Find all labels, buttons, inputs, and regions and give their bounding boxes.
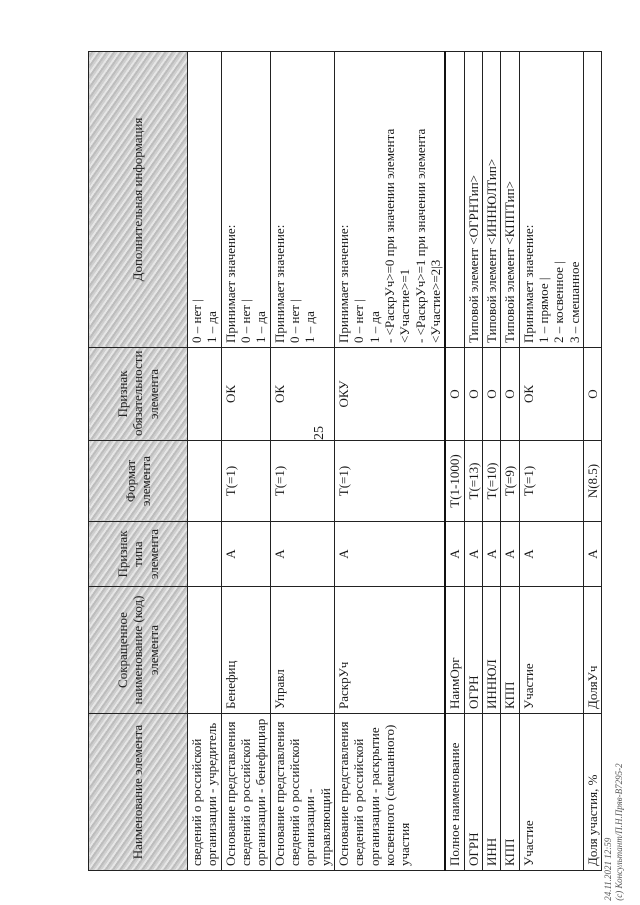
header-type: Признак типа элемента [89, 522, 188, 587]
cell-required: О [501, 348, 519, 441]
cell-type: А [221, 522, 270, 587]
cell-info-line: Принимает значение: [335, 224, 351, 343]
cell-format: Т(=10) [482, 441, 500, 522]
cell-info-line: 1 – да [204, 311, 220, 343]
cell-short: ОГРН [464, 587, 482, 714]
table-row [482, 52, 500, 871]
cell-short: НаимОрг [445, 587, 464, 714]
header-info: Дополнительная информация [89, 52, 188, 348]
cell-type: А [519, 522, 583, 587]
cell-required: ОК [270, 348, 334, 441]
table-row [519, 52, 583, 871]
cell-info-line: Принимает значение: [222, 224, 238, 343]
cell-info [188, 52, 222, 348]
cell-info-line: Принимает значение: [271, 224, 287, 343]
cell-name-line: организации - раскрытие [366, 727, 382, 866]
stamp-line-2: (c) Консультант/П.Н.Пряв-В7295-2 [614, 763, 624, 901]
cell-info [464, 52, 482, 348]
cell-name-line: сведений о российской [237, 738, 253, 866]
rotated-table-container [88, 51, 598, 871]
header-name: Наименование элемента [89, 714, 188, 871]
cell-type: А [501, 522, 519, 587]
cell-name [221, 714, 270, 871]
cell-name-line: Полное наименование [447, 742, 463, 866]
cell-name-line: сведений о российской [351, 738, 367, 866]
cell-required: ОКУ [334, 348, 445, 441]
cell-name-line: косвенного (смешанного) [381, 724, 397, 866]
table-row [445, 52, 464, 871]
cell-short [188, 587, 222, 714]
cell-type [188, 522, 222, 587]
cell-name [501, 714, 519, 871]
cell-required: О [464, 348, 482, 441]
cell-info-line: Принимает значение: [520, 224, 536, 343]
table-row [583, 52, 601, 871]
cell-info [445, 52, 464, 348]
cell-name-line: ИНН [483, 837, 499, 866]
cell-format [188, 441, 222, 522]
cell-name [519, 714, 583, 871]
cell-info-line: - <РаскрУч>=0 при значении элемента [381, 128, 397, 343]
cell-short: КПП [501, 587, 519, 714]
cell-info-line: <Участие>=2|3 [427, 259, 443, 343]
cell-required: ОК [221, 348, 270, 441]
cell-required: О [445, 348, 464, 441]
table-row [334, 52, 445, 871]
cell-short: Управл [270, 587, 334, 714]
cell-name-line: Основание представления [335, 721, 351, 866]
cell-name-line: КПП [502, 838, 518, 866]
cell-name-line: Доля участия, % [584, 774, 600, 866]
cell-type: А [445, 522, 464, 587]
cell-short: Участие [519, 587, 583, 714]
cell-info-line: <Участие>=1 [397, 268, 413, 343]
table-row [501, 52, 519, 871]
cell-type: А [464, 522, 482, 587]
cell-info-line: Типовой элемент <ОГРНТип> [465, 175, 481, 343]
cell-name-line: Основание представления [271, 721, 287, 866]
print-stamp [603, 763, 624, 901]
cell-short: Бенефиц [221, 587, 270, 714]
cell-info-line: 0 – нет | [351, 299, 367, 343]
cell-info-line: 1 – прямое | [535, 277, 551, 343]
cell-info-line: 0 – нет | [189, 299, 204, 343]
cell-required: О [583, 348, 601, 441]
cell-info-line: 1 – да [253, 311, 269, 343]
cell-info [270, 52, 334, 348]
cell-format: Т(=1) [334, 441, 445, 522]
cell-name-line: Участие [520, 820, 536, 866]
cell-name [482, 714, 500, 871]
cell-info-line: 2 – косвенное | [551, 261, 567, 343]
cell-short: РаскрУч [334, 587, 445, 714]
cell-name [334, 714, 445, 871]
cell-name [188, 714, 222, 871]
cell-name-line: организации - управляющий [302, 788, 333, 866]
cell-name-line: Основание представления [222, 721, 238, 866]
table-body [188, 52, 602, 871]
cell-name-line: ОГРН [465, 832, 481, 866]
cell-info-line: 1 – да [302, 311, 318, 343]
cell-name [445, 714, 464, 871]
cell-name-line: сведений о российской [189, 738, 204, 866]
cell-info-line: - <РаскрУч>=1 при значении элемента [412, 128, 428, 343]
cell-format: Т(=9) [501, 441, 519, 522]
cell-info [221, 52, 270, 348]
cell-format: Т(=1) [519, 441, 583, 522]
header-required: Признак обязательности элемента [89, 348, 188, 441]
cell-name-line: организации - учредитель [204, 722, 220, 866]
cell-type: А [270, 522, 334, 587]
cell-required: ОК [519, 348, 583, 441]
cell-name [464, 714, 482, 871]
cell-format: Т(=1) [221, 441, 270, 522]
cell-info [334, 52, 445, 348]
cell-required [188, 348, 222, 441]
cell-name-line: организации - бенефициар [253, 718, 269, 866]
cell-type: А [482, 522, 500, 587]
elements-table [88, 51, 602, 871]
cell-format: Т(=1) [270, 441, 334, 522]
cell-info-line: 0 – нет | [237, 299, 253, 343]
table-row [270, 52, 334, 871]
cell-name-line: сведений о российской [286, 738, 302, 866]
cell-info [583, 52, 601, 348]
cell-name [270, 714, 334, 871]
cell-info-line: Типовой элемент <КППТип> [502, 181, 518, 343]
page-number: 25 [312, 426, 327, 440]
cell-info-line: 1 – да [366, 311, 382, 343]
cell-name-line: участия [397, 822, 413, 866]
cell-info-line: 0 – нет | [286, 299, 302, 343]
header-short: Сокращенное наименование (код) элемента [89, 587, 188, 714]
table-header-row [89, 52, 188, 871]
cell-format: N(8.5) [583, 441, 601, 522]
cell-info [519, 52, 583, 348]
cell-format: Т(=13) [464, 441, 482, 522]
cell-short: ДоляУч [583, 587, 601, 714]
cell-info-line: 3 – смешанное [566, 261, 582, 343]
table-row [464, 52, 482, 871]
table-row [188, 52, 222, 871]
table-row [221, 52, 270, 871]
header-format: Формат элемента [89, 441, 188, 522]
cell-info [482, 52, 500, 348]
cell-type: А [334, 522, 445, 587]
cell-info-line: Типовой элемент <ИННЮЛТип> [483, 158, 499, 343]
cell-required: О [482, 348, 500, 441]
cell-format: Т(1-1000) [445, 441, 464, 522]
cell-name [583, 714, 601, 871]
stamp-line-1: 24.11.2021 12:59 [603, 837, 614, 901]
cell-short: ИННЮЛ [482, 587, 500, 714]
cell-type: А [583, 522, 601, 587]
cell-info [501, 52, 519, 348]
